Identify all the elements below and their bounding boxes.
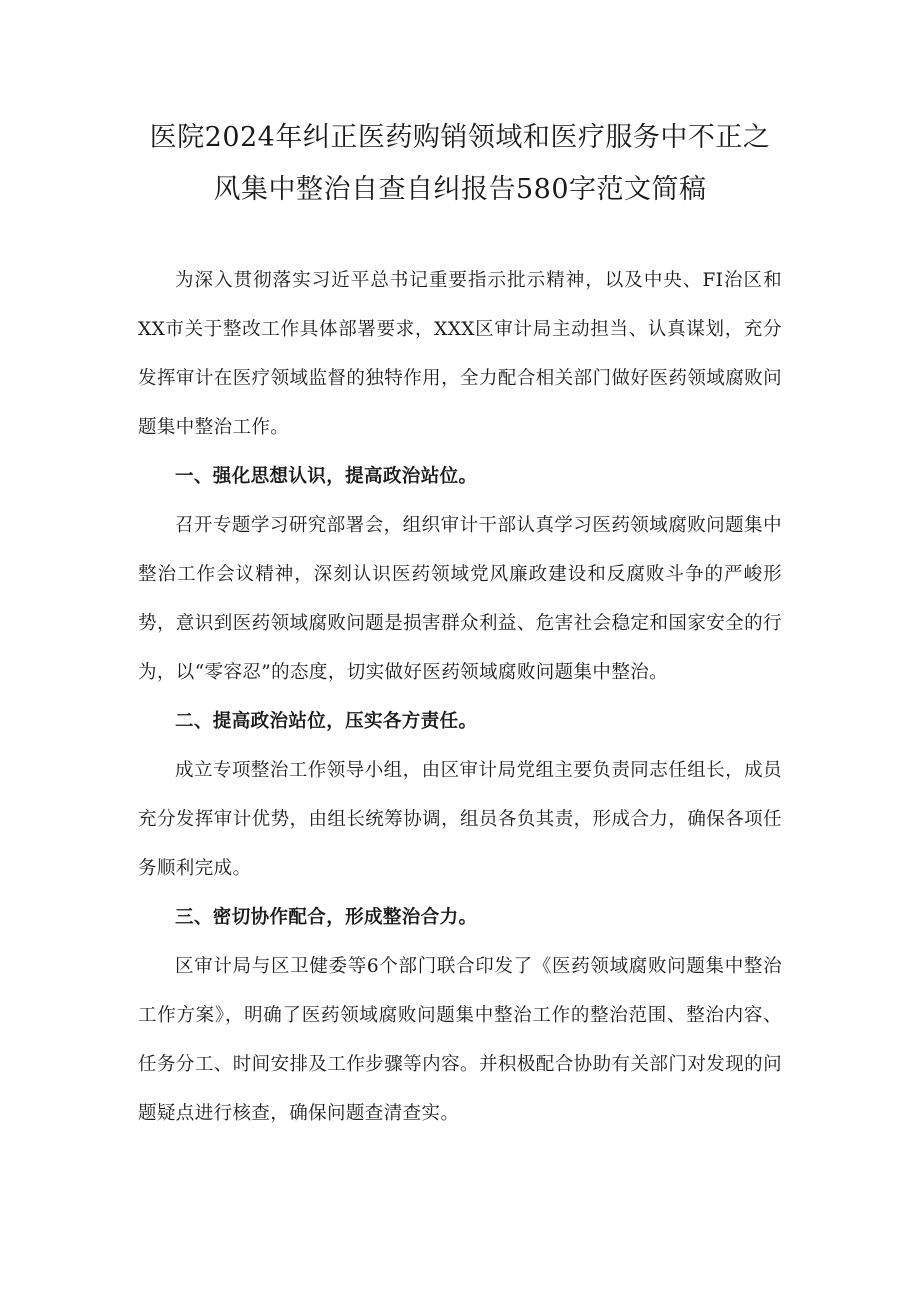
intro-paragraph: 为深入贯彻落实习近平总书记重要指示批示精神，以及中央、FI治区和XX市关于整改工作具体部署要求，XXX区审计局主动担当、认真谋划，充分发挥审计在医疗领域监督的独特作用，全力配合相关部门做好医药领域腐败问题集中整治工作。 bbox=[138, 270, 782, 438]
section-3-paragraph: 区审计局与区卫健委等6个部门联合印发了《医药领域腐败问题集中整治工作方案》，明确了医药领域腐败问题集中整治工作的整治范围、整治内容、任务分工、时间安排及工作步骤等内容。并积极配合协助有关部门对发现的问题疑点进行核查，确保问题查清查实。 bbox=[138, 956, 782, 1124]
section-3-heading: 三、密切协作配合，形成整治合力。 bbox=[175, 907, 478, 928]
document-title bbox=[138, 112, 782, 216]
section-2-paragraph: 成立专项整治工作领导小组，由区审计局党组主要负责同志任组长，成员充分发挥审计优势，由组长统筹协调，组员各负其责，形成合力，确保各项任务顺利完成。 bbox=[138, 760, 782, 879]
section-1-heading: 一、强化思想认识，提高政治站位。 bbox=[175, 466, 478, 487]
title-line-1: 医院2024年纠正医药购销领域和医疗服务中不正之 bbox=[149, 122, 771, 153]
title-line-2: 风集中整治自查自纠报告580字范文简稿 bbox=[213, 174, 707, 205]
section-2-heading: 二、提高政治站位，压实各方责任。 bbox=[175, 711, 478, 732]
section-1-paragraph: 召开专题学习研究部署会，组织审计干部认真学习医药领域腐败问题集中整治工作会议精神，深刻认识医药领域党风廉政建设和反腐败斗争的严峻形势，意识到医药领域腐败问题是损害群众利益、危害社会稳定和国家安全的行为，以“零容忍”的态度，切实做好医药领域腐败问题集中整治。 bbox=[138, 515, 782, 683]
document-body bbox=[138, 256, 782, 1138]
